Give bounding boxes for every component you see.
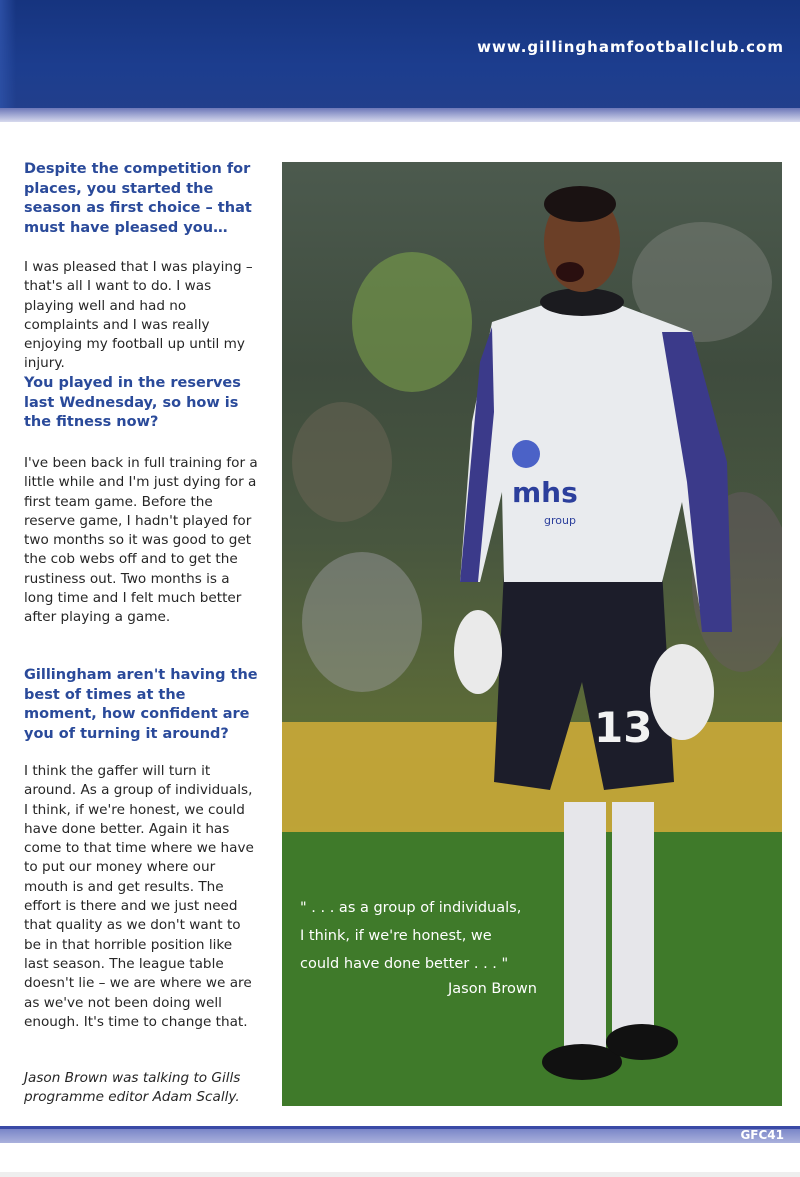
page-number: GFC41 <box>740 1128 784 1142</box>
shirt-sponsor: mhs <box>512 476 578 509</box>
pull-quote-line-1: " . . . as a group of individuals, <box>300 900 522 916</box>
shirt-sponsor-sub: group <box>544 514 576 527</box>
header-stripe <box>0 108 800 122</box>
question-2: You played in the reserves last Wednesday, so how is the fitness now? <box>24 375 241 430</box>
footer-band <box>0 1129 800 1143</box>
site-url[interactable]: www.gillinghamfootballclub.com <box>477 38 784 56</box>
answer-2: I've been back in full training for a little while and I'm just dying for a first team game. Before the reserve game, I hadn't played for two months so it was good to get the cob webs off and to get the rustiness out. Two months is a long time and I felt much better after playing a game. <box>24 455 258 626</box>
pull-quote-line-3: could have done better . . . " <box>300 956 509 972</box>
pull-quote-author: Jason Brown <box>448 981 537 997</box>
shirt-number: 13 <box>594 703 653 752</box>
question-1: Despite the competition for places, you started the season as first choice – that must have pleased you… <box>24 161 252 236</box>
pull-quote-line-2: I think, if we're honest, we <box>300 928 492 944</box>
header-edge-decoration <box>0 0 16 110</box>
pull-quote <box>300 894 560 978</box>
answer-3: I think the gaffer will turn it around. As a group of individuals, I think, if we're honest, we could have done better. Again it has come to that time where we have to put our money where our mouth is and get results. The effort is there and we just need that quality as we don't want to be in that horrible position like last season. The league table doesn't lie – we are where we are as we've not been doing well enough. It's time to change that. <box>24 763 254 1030</box>
interview-credit: Jason Brown was talking to Gills programme editor Adam Scally. <box>24 1070 241 1106</box>
answer-1: I was pleased that I was playing – that's all I want to do. I was playing well and had no complaints and I was really enjoying my football up until my injury. <box>24 259 253 372</box>
page-bottom-edge <box>0 1172 800 1177</box>
question-3: Gillingham aren't having the best of times at the moment, how confident are you of turning it around? <box>24 667 258 742</box>
